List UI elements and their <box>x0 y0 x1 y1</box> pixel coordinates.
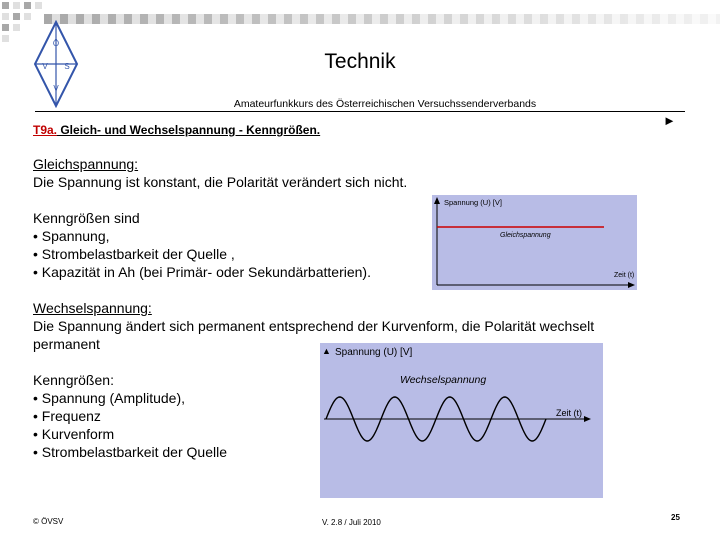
slide-heading <box>33 123 320 137</box>
dc-param-item: • Spannung, <box>33 228 110 244</box>
ac-y-label: Spannung (U) [V] <box>335 347 413 358</box>
logo-letter: V <box>42 62 48 71</box>
decorative-header-strip <box>44 11 720 21</box>
dc-x-label: Zeit (t) <box>614 272 635 279</box>
slide-code: T9a. <box>33 123 58 137</box>
dc-params-suffix: sind <box>110 210 140 226</box>
dc-param-item: • Strombelastbarkeit der Quelle , <box>33 246 235 262</box>
ac-heading: Wechselspannung: <box>33 300 152 316</box>
page-subtitle: Amateurfunkkurs des Österreichischen Versuchssenderverbands <box>233 98 537 110</box>
header-divider <box>35 111 685 112</box>
footer-copyright: © ÖVSV <box>33 517 64 526</box>
dc-param-item: • Kapazität in Ah (bei Primär- oder Sekundärbatterien). <box>33 264 371 280</box>
ac-y-axis-arrow-icon: ▲ <box>322 346 331 356</box>
page-title: Technik <box>324 50 396 73</box>
dc-heading: Gleichspannung: <box>33 156 139 172</box>
logo-letter: V <box>53 84 59 93</box>
dc-params-heading: Kenngrößen <box>33 210 111 226</box>
ac-series-label: Wechselspannung <box>400 374 487 386</box>
ac-params-heading: Kenngrößen <box>33 372 111 388</box>
slide-heading-text: Gleich- und Wechselspannung - Kenngrößen. <box>57 123 321 137</box>
dc-series-label: Gleichspannung <box>500 232 551 239</box>
dc-y-label: Spannung (U) [V] <box>444 198 502 207</box>
ac-param-item: • Strombelastbarkeit der Quelle <box>33 444 227 460</box>
ac-description-line1: Die Spannung ändert sich permanent entsprechend der Kurvenform, die Polarität wechselt <box>33 318 595 334</box>
dc-diagram <box>432 195 637 290</box>
ac-param-item: • Spannung (Amplitude), <box>33 390 185 406</box>
dc-section <box>33 155 407 191</box>
ac-param-item: • Frequenz <box>33 408 101 424</box>
footer-version: V. 2.8 / Juli 2010 <box>322 518 381 527</box>
ovsv-logo <box>33 20 79 108</box>
logo-letter: Ö <box>52 39 60 48</box>
ac-param-item: • Kurvenform <box>33 426 115 442</box>
ac-params <box>33 371 227 461</box>
dc-description: Die Spannung ist konstant, die Polarität verändert sich nicht. <box>33 174 408 190</box>
ac-x-label: Zeit (t) <box>556 408 582 418</box>
page-number: 25 <box>671 513 680 522</box>
ac-diagram <box>320 343 603 498</box>
logo-letter: S <box>64 62 70 71</box>
dc-params <box>33 209 371 281</box>
ac-description-line2: permanent <box>33 336 100 352</box>
next-slide-arrow-icon[interactable]: ► <box>663 113 676 128</box>
ac-params-suffix: : <box>110 372 114 388</box>
